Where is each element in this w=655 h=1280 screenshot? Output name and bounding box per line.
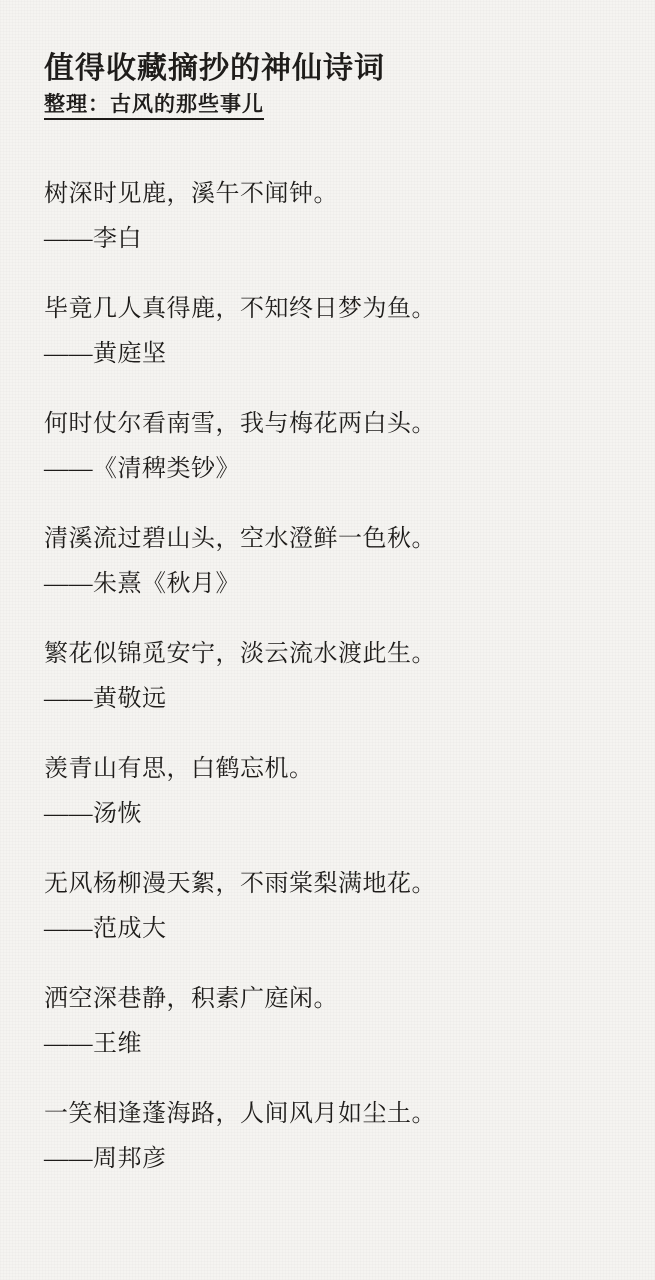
verse-text: 一笑相逢蓬海路，人间风月如尘土。: [44, 1101, 436, 1127]
quote-block: [44, 632, 625, 722]
author-attribution: ——黄庭坚: [44, 341, 167, 367]
compiler-byline: [44, 90, 625, 118]
verse-text: 毕竟几人真得鹿，不知终日梦为鱼。: [44, 296, 436, 322]
quote-block: [44, 1092, 625, 1182]
author-attribution: ——《清稗类钞》: [44, 456, 240, 482]
verse-text: 树深时见鹿，溪午不闻钟。: [44, 181, 338, 207]
quotes-list: [44, 172, 625, 1182]
verse-text: 羡青山有思，白鹤忘机。: [44, 756, 314, 782]
page-title: 值得收藏摘抄的神仙诗词: [44, 52, 385, 85]
quote-block: [44, 287, 625, 377]
author-attribution: ——周邦彦: [44, 1146, 167, 1172]
verse-text: 清溪流过碧山头，空水澄鲜一色秋。: [44, 526, 436, 552]
compiler-byline-text: 整理：古风的那些事儿: [44, 92, 264, 120]
quote-block: [44, 402, 625, 492]
author-attribution: ——朱熹《秋月》: [44, 571, 240, 597]
quote-block: [44, 172, 625, 262]
author-attribution: ——王维: [44, 1031, 142, 1057]
quote-block: [44, 747, 625, 837]
author-attribution: ——汤恢: [44, 801, 142, 827]
verse-text: 繁花似锦觅安宁，淡云流水渡此生。: [44, 641, 436, 667]
quote-block: [44, 977, 625, 1067]
author-attribution: ——范成大: [44, 916, 167, 942]
verse-text: 洒空深巷静，积素广庭闲。: [44, 986, 338, 1012]
author-attribution: ——黄敬远: [44, 686, 167, 712]
verse-text: 何时仗尔看南雪，我与梅花两白头。: [44, 411, 436, 437]
quote-block: [44, 517, 625, 607]
quote-block: [44, 862, 625, 952]
author-attribution: ——李白: [44, 226, 142, 252]
verse-text: 无风杨柳漫天絮，不雨棠梨满地花。: [44, 871, 436, 897]
